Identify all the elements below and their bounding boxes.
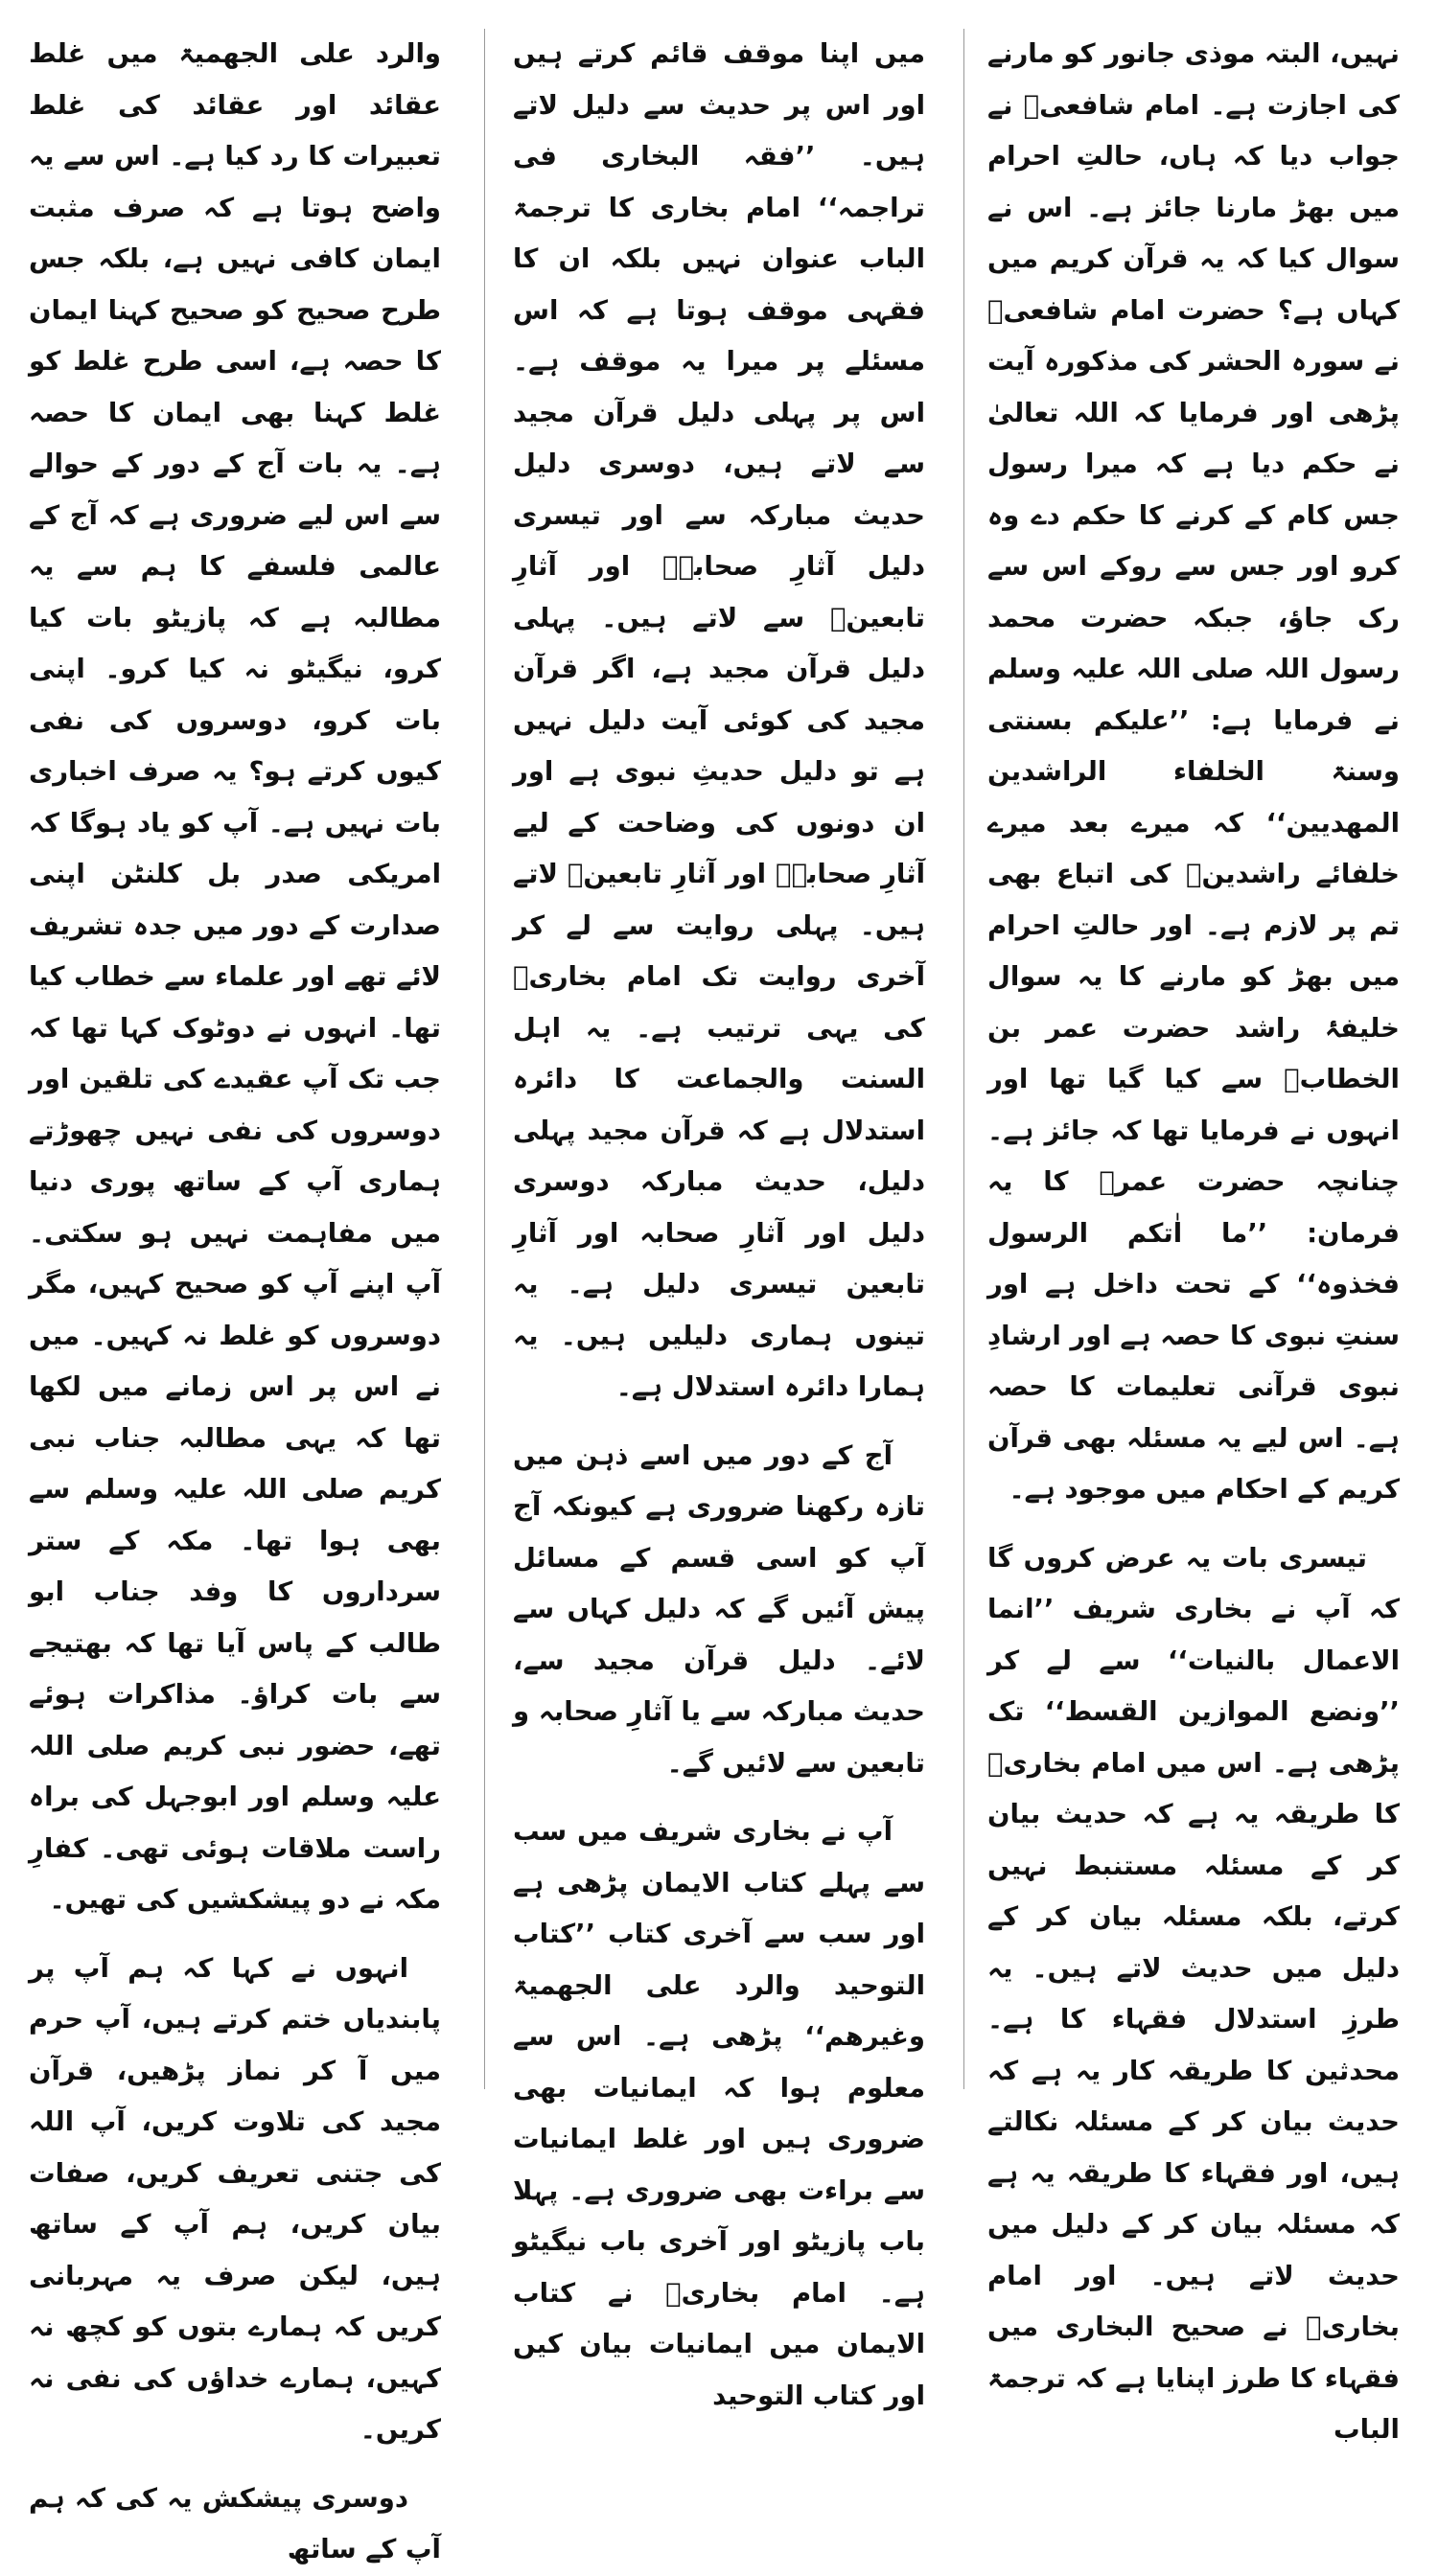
paragraph: تیسری بات یہ عرض کروں گا کہ آپ نے بخاری شریف ’’انما الاعمال بالنیات‘‘ سے لے کر ’’ونضع الموازین القسط‘‘ تک پڑھی ہے۔ اس میں امام بخاریؒ کا طریقہ یہ ہے کہ حدیث بیان کر کے مسئلہ مستنبط نہیں کرتے، بلکہ مسئلہ بیان کر کے دلیل میں حدیث لاتے ہیں۔ یہ طرزِ استدلال فقہاء کا ہے۔ محدثین کا طریقہ کار یہ ہے کہ حدیث بیان کر کے مسئلہ نکالتے ہیں، اور فقہاء کا طریقہ یہ ہے کہ مسئلہ بیان کر کے دلیل میں حدیث لاتے ہیں۔ اور امام بخاریؒ نے صحیح البخاری میں فقہاء کا طرز اپنایا ہے کہ ترجمۃ الباب (987, 1542, 1400, 2445)
paragraph: آپ نے بخاری شریف میں سب سے پہلے کتاب الایمان پڑھی ہے اور سب سے آخری کتاب ’’کتاب التوحید والرد علی الجھمیۃ وغیرھم‘‘ پڑھی ہے۔ اس سے معلوم ہوا کہ ایمانیات بھی ضروری ہیں اور غلط ایمانیات سے براءت بھی ضروری ہے۔ پہلا باب پازیٹو اور آخری باب نیگیٹو ہے۔ امام بخاریؒ نے کتاب الایمان میں ایمانیات بیان کیں اور کتاب التوحید (513, 1816, 925, 2411)
text-column-right (987, 29, 1400, 2445)
paragraph: والرد علی الجھمیۃ میں غلط عقائد اور عقائد کی غلط تعبیرات کا رد کیا ہے۔ اس سے یہ واضح ہوتا ہے کہ صرف مثبت ایمان کافی نہیں ہے، بلکہ جس طرح صحیح کو صحیح کہنا ایمان کا حصہ ہے، اسی طرح غلط کو غلط کہنا بھی ایمان کا حصہ ہے۔ یہ بات آج کے دور کے حوالے سے اس لیے ضروری ہے کہ آج کے عالمی فلسفے کا ہم سے یہ مطالبہ ہے کہ پازیٹو بات کیا کرو، نیگیٹو نہ کیا کرو۔ اپنی بات کرو، دوسروں کی نفی کیوں کرتے ہو؟ یہ صرف اخباری بات نہیں ہے۔ آپ کو یاد ہوگا کہ امریکی صدر بل کلنٹن اپنی صدارت کے دور میں جدہ تشریف لائے تھے اور علماء سے خطاب کیا تھا۔ انہوں نے دوٹوک کہا تھا کہ جب تک آپ عقیدے کی تلقین اور دوسروں کی نفی نہیں چھوڑتے ہماری آپ کے ساتھ پوری دنیا میں مفاہمت نہیں ہو سکتی۔ آپ اپنے آپ کو صحیح کہیں، مگر دوسروں کو غلط نہ کہیں۔ میں نے اس پر اس زمانے میں لکھا تھا کہ یہی مطالبہ جناب نبی کریم صلی اللہ علیہ وسلم سے بھی ہوا تھا۔ مکہ کے ستر سرداروں کا وفد جناب ابو طالب کے پاس آیا تھا کہ بھتیجے سے بات کراؤ۔ مذاکرات ہوئے تھے، حضور نبی کریم صلی اللہ علیہ وسلم اور ابوجہل کی براہ راست ملاقات ہوئی تھی۔ کفارِ مکہ نے دو پیشکشیں کی تھیں۔ (29, 38, 441, 1915)
text-column-left (29, 29, 441, 2564)
paragraph: میں اپنا موقف قائم کرتے ہیں اور اس پر حدیث سے دلیل لاتے ہیں۔ ’’فقہ البخاری فی تراجمہ‘‘ امام بخاری کا ترجمۃ الباب عنوان نہیں بلکہ ان کا فقہی موقف ہوتا ہے کہ اس مسئلے پر میرا یہ موقف ہے۔ اس پر پہلی دلیل قرآن مجید سے لاتے ہیں، دوسری دلیل حدیث مبارکہ سے اور تیسری دلیل آثارِ صحابہؓ اور آثارِ تابعینؒ سے لاتے ہیں۔ پہلی دلیل قرآن مجید ہے، اگر قرآن مجید کی کوئی آیت دلیل نہیں ہے تو دلیل حدیثِ نبوی ہے اور ان دونوں کی وضاحت کے لیے آثارِ صحابہؓ اور آثارِ تابعینؒ لاتے ہیں۔ پہلی روایت سے لے کر آخری روایت تک امام بخاریؒ کی یہی ترتیب ہے۔ یہ اہل السنت والجماعت کا دائرہ استدلال ہے کہ قرآن مجید پہلی دلیل، حدیث مبارکہ دوسری دلیل اور آثارِ صحابہ اور آثارِ تابعین تیسری دلیل ہے۔ یہ تینوں ہماری دلیلیں ہیں۔ یہ ہمارا دائرہ استدلال ہے۔ (513, 38, 925, 1402)
text-column-middle (513, 29, 925, 2411)
column-divider (484, 29, 485, 2089)
paragraph: نہیں، البتہ موذی جانور کو مارنے کی اجازت ہے۔ امام شافعیؒ نے جواب دیا کہ ہاں، حالتِ احرام میں بھڑ مارنا جائز ہے۔ اس نے سوال کیا کہ یہ قرآن کریم میں کہاں ہے؟ حضرت امام شافعیؒ نے سورہ الحشر کی مذکورہ آیت پڑھی اور فرمایا کہ اللہ تعالیٰ نے حکم دیا ہے کہ میرا رسول جس کام کے کرنے کا حکم دے وہ کرو اور جس سے روکے اس سے رک جاؤ، جبکہ حضرت محمد رسول اللہ صلی اللہ علیہ وسلم نے فرمایا ہے: ’’علیکم بسنتی وسنۃ الخلفاء الراشدین المھدیین‘‘ کہ میرے بعد میرے خلفائے راشدینؓ کی اتباع بھی تم پر لازم ہے۔ اور حالتِ احرام میں بھڑ کو مارنے کا یہ سوال خلیفۂ راشد حضرت عمر بن الخطابؓ سے کیا گیا تھا اور انہوں نے فرمایا تھا کہ جائز ہے۔ چنانچہ حضرت عمرؓ کا یہ فرمان: ’’ما اٰتکم الرسول فخذوہ‘‘ کے تحت داخل ہے اور سنتِ نبوی کا حصہ ہے اور ارشادِ نبوی قرآنی تعلیمات کا حصہ ہے۔ اس لیے یہ مسئلہ بھی قرآن کریم کے احکام میں موجود ہے۔ (987, 38, 1400, 1505)
column-divider (963, 29, 964, 2089)
paragraph: دوسری پیشکش یہ کی کہ ہم آپ کے ساتھ (29, 2482, 441, 2564)
paragraph: آج کے دور میں اسے ذہن میں تازہ رکھنا ضروری ہے کیونکہ آج آپ کو اسی قسم کے مسائل پیش آئیں گے کہ دلیل کہاں سے لائے۔ دلیل قرآن مجید سے، حدیث مبارکہ سے یا آثارِ صحابہ و تابعین سے لائیں گے۔ (513, 1439, 925, 1779)
paragraph: انہوں نے کہا کہ ہم آپ پر پابندیاں ختم کرتے ہیں، آپ حرم میں آ کر نماز پڑھیں، قرآن مجید کی تلاوت کریں، آپ اللہ کی جتنی تعریف کریں، صفات بیان کریں، ہم آپ کے ساتھ ہیں، لیکن صرف یہ مہربانی کریں کہ ہمارے بتوں کو کچھ نہ کہیں، ہمارے خداؤں کی نفی نہ کریں۔ (29, 1952, 441, 2445)
